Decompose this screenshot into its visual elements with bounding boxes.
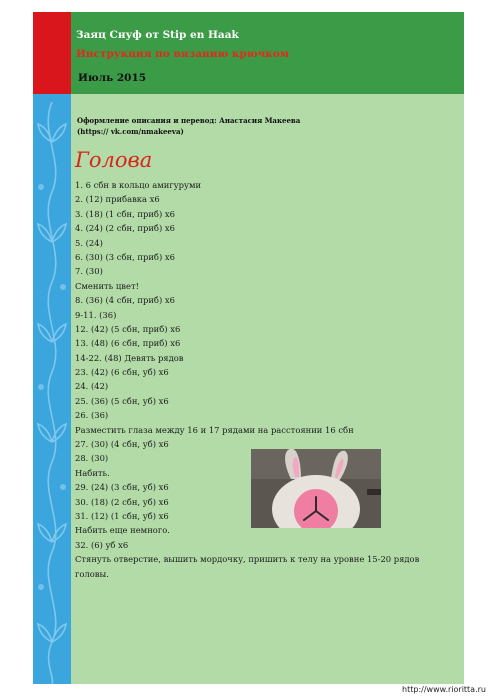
pattern-step: 29. (24) (3 сбн, уб) х6 bbox=[75, 482, 169, 493]
footer-url: http://www.rioritta.ru bbox=[402, 685, 486, 694]
translation-credit: Оформление описания и перевод: Анастасия Макеева (https:// vk.com/nmakeeva) bbox=[77, 116, 301, 136]
header-bar bbox=[71, 12, 464, 94]
pattern-step: 24. (42) bbox=[75, 381, 109, 392]
pattern-step: 13. (48) (6 сбн, приб) х6 bbox=[75, 338, 181, 349]
pattern-step: 25. (36) (5 сбн, уб) х6 bbox=[75, 395, 169, 406]
bunny-head-photo bbox=[251, 449, 381, 528]
pattern-step: 8. (36) (4 сбн, приб) х6 bbox=[75, 295, 175, 306]
document-title: Заяц Снуф от Stip en Haak bbox=[76, 29, 239, 41]
pattern-step: 32. (6) уб х6 bbox=[75, 539, 129, 550]
pattern-step: 30. (18) (2 сбн, уб) х6 bbox=[75, 496, 169, 507]
pattern-step: 31. (12) (1 сбн, уб) х6 bbox=[75, 510, 169, 521]
pattern-step: 28. (30) bbox=[75, 453, 109, 464]
document-date: Июль 2015 bbox=[78, 72, 147, 84]
pattern-step: 3. (18) (1 сбн, приб) х6 bbox=[75, 208, 175, 219]
pattern-step: Набить еще немного. bbox=[75, 525, 170, 536]
pattern-step: 6. (30) (3 сбн, приб) х6 bbox=[75, 251, 175, 262]
pattern-step: Набить. bbox=[75, 467, 110, 478]
pattern-step: 14-22. (48) Девять рядов bbox=[75, 352, 184, 363]
pattern-step: 5. (24) bbox=[75, 237, 103, 248]
amigurumi-head-image bbox=[251, 449, 381, 528]
floral-ornament-icon bbox=[33, 12, 71, 684]
pattern-step: 26. (36) bbox=[75, 410, 109, 421]
pattern-step: 27. (30) (4 сбн, уб) х6 bbox=[75, 439, 169, 450]
section-heading: Голова bbox=[75, 148, 153, 172]
content-panel bbox=[71, 94, 464, 684]
pattern-step: Стянуть отверстие, вышить мордочку, пришить к телу на уровне 15-20 рядов головы. bbox=[75, 554, 420, 579]
decorative-side-band bbox=[33, 12, 71, 684]
document-subtitle: Инструкция по вязанию крючком bbox=[76, 48, 289, 60]
pattern-step: 23. (42) (6 сбн, уб) х6 bbox=[75, 367, 169, 378]
pattern-step: 7. (30) bbox=[75, 266, 103, 277]
pattern-step: 12. (42) (5 сбн, приб) х6 bbox=[75, 323, 181, 334]
pattern-step: Сменить цвет! bbox=[75, 280, 139, 291]
pattern-step: 4. (24) (2 сбн, приб) х6 bbox=[75, 223, 175, 234]
pattern-step: 9-11. (36) bbox=[75, 309, 117, 320]
pattern-step: 2. (12) прибавка х6 bbox=[75, 194, 160, 205]
pattern-step: Разместить глаза между 16 и 17 рядами на расстоянии 16 сбн bbox=[75, 424, 354, 435]
pattern-step: 1. 6 сбн в кольцо амигуруми bbox=[75, 180, 202, 190]
